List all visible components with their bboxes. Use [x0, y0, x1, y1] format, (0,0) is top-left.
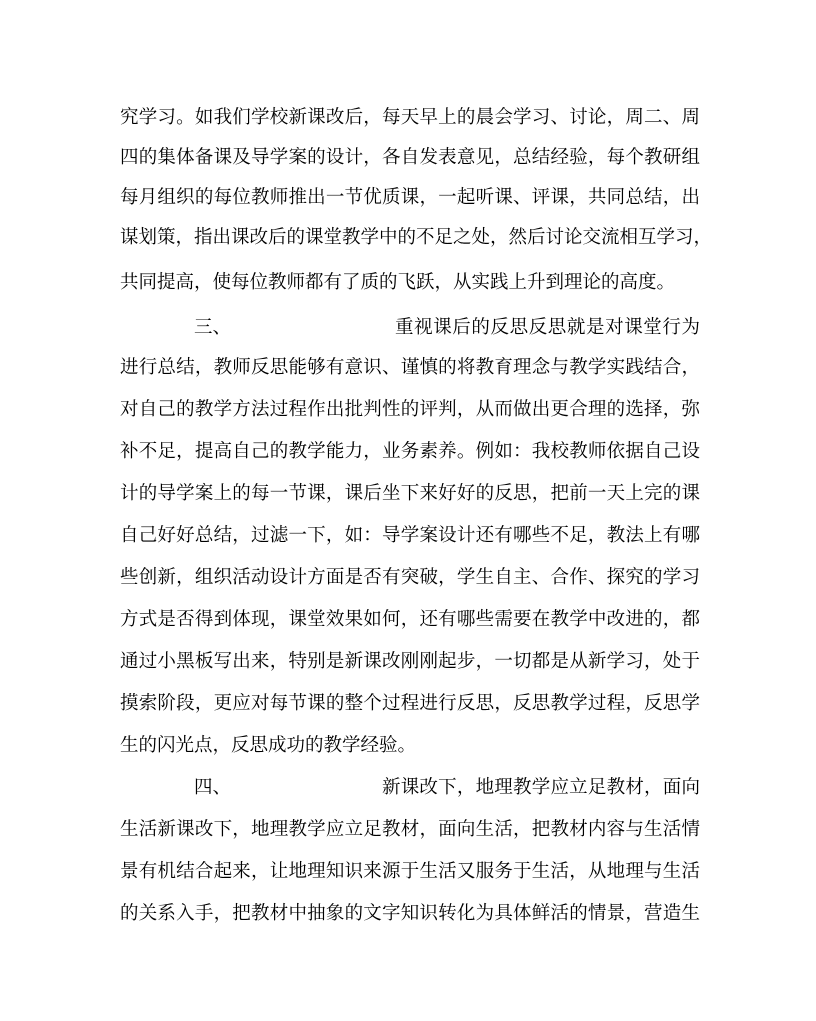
paragraph-line: 些创新，组织活动设计方面是否有突破，学生自主、合作、探究的学习: [120, 567, 700, 588]
paragraph-line: 每月组织的每位教师推出一节优质课，一起听课、评课，共同总结，出: [120, 187, 700, 208]
section-4-first-line: 新课改下，地理教学应立足教材，面向: [382, 777, 700, 798]
paragraph-line: 自己好好总结，过滤一下，如：导学案设计还有哪些不足，教法上有哪: [120, 525, 700, 546]
paragraph-line: 究学习。如我们学校新课改后，每天早上的晨会学习、讨论，周二、周: [120, 107, 700, 128]
paragraph-line: 补不足，提高自己的教学能力，业务素养。例如：我校教师依据自己设: [120, 441, 700, 462]
paragraph-line: 四的集体备课及导学案的设计，各自发表意见，总结经验，每个教研组: [120, 147, 700, 168]
section-3-number: 三、: [194, 317, 232, 338]
paragraph-line: 计的导学案上的每一节课，课后坐下来好好的反思，把前一天上完的课: [120, 483, 700, 504]
section-3-first-line: 重视课后的反思反思就是对课堂行为: [395, 317, 700, 338]
paragraph-line: 进行总结，教师反思能够有意识、谨慎的将教育理念与教学实践结合，: [120, 357, 700, 378]
section-4-number: 四、: [194, 777, 232, 798]
paragraph-line: 景有机结合起来，让地理知识来源于生活又服务于生活，从地理与生活: [120, 861, 700, 882]
paragraph-line: 的关系入手，把教材中抽象的文字知识转化为具体鲜活的情景，营造生: [120, 903, 700, 924]
paragraph-line: 共同提高，使每位教师都有了质的飞跃，从实践上升到理论的高度。: [120, 272, 676, 293]
paragraph-line: 通过小黑板写出来，特别是新课改刚刚起步，一切都是从新学习，处于: [120, 651, 700, 672]
paragraph-line: 生活新课改下，地理教学应立足教材，面向生活，把教材内容与生活情: [120, 819, 700, 840]
section-3-heading: [120, 315, 700, 341]
paragraph-line: 谋划策，指出课改后的课堂教学中的不足之处，然后讨论交流相互学习，: [120, 227, 713, 248]
paragraph-line: 对自己的教学方法过程作出批判性的评判，从而做出更合理的选择，弥: [120, 399, 700, 420]
section-4-heading: [120, 775, 700, 801]
paragraph-line: 方式是否得到体现，课堂效果如何，还有哪些需要在教学中改进的，都: [120, 609, 700, 630]
paragraph-line: 摸索阶段，更应对每节课的整个过程进行反思，反思教学过程，反思学: [120, 693, 700, 714]
paragraph-line: 生的闪光点，反思成功的教学经验。: [120, 735, 417, 756]
